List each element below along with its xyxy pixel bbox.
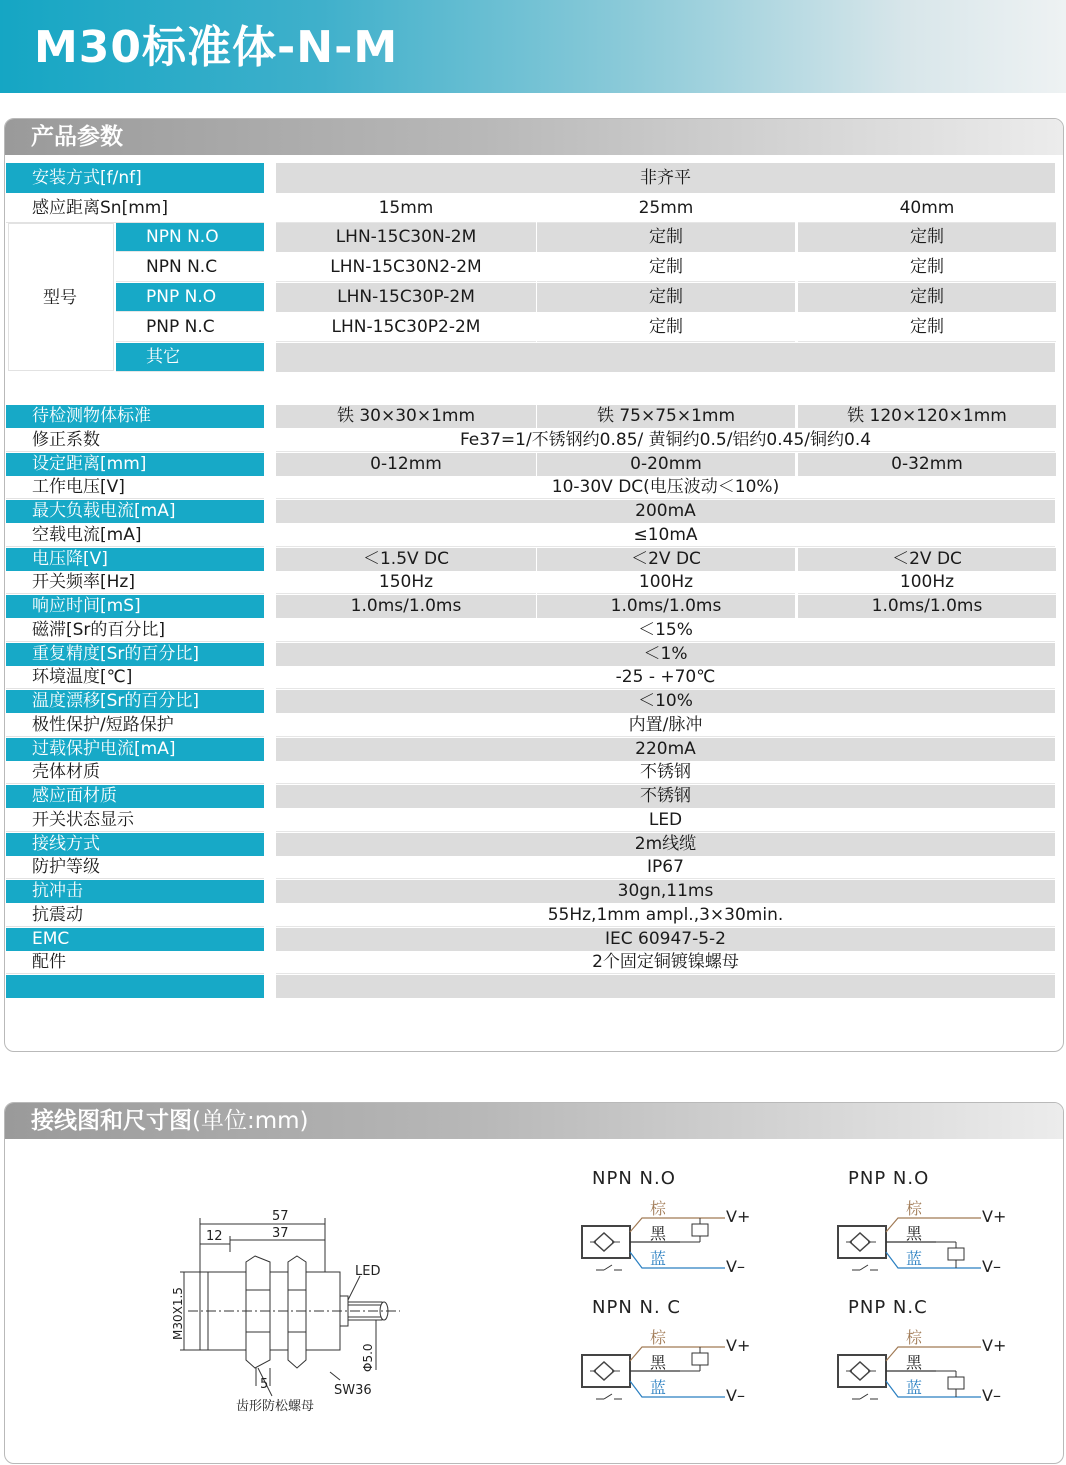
spec-value: 内置/脉冲: [276, 714, 1055, 737]
spec-label: 空载电流[mA]: [6, 524, 264, 547]
spec-label: 接线方式: [6, 833, 264, 856]
blue-wire-label: 蓝: [650, 1249, 667, 1268]
spec-value: 100Hz: [798, 571, 1056, 594]
sense-value: 25mm: [537, 194, 795, 223]
row-spec: [6, 453, 1056, 476]
spec-label: 重复精度[Sr的百分比]: [6, 643, 264, 666]
model-type: NPN N.C: [116, 253, 264, 282]
spec-value: 铁 30×30×1mm: [276, 405, 536, 428]
model-value: 定制: [798, 313, 1056, 342]
vplus-label: V+: [726, 1207, 751, 1226]
row-spec: [6, 524, 1056, 547]
spec-label: 环境温度[℃]: [6, 666, 264, 689]
row-spec: [6, 880, 1056, 903]
dim-cable: Φ5.0: [361, 1343, 375, 1372]
spec-label: 极性保护/短路保护: [6, 714, 264, 737]
spec-label: 开关频率[Hz]: [6, 571, 264, 594]
vminus-label: V–: [726, 1386, 745, 1405]
spec-value: 200mA: [276, 500, 1055, 523]
dim-wrench: SW36: [334, 1383, 372, 1398]
row-spec: [6, 571, 1056, 594]
row-spec: [6, 975, 1056, 998]
row-spec: [6, 833, 1056, 856]
row-spec: [6, 928, 1056, 951]
spec-value: 1.0ms/1.0ms: [276, 595, 536, 618]
spec-value: [276, 975, 1055, 998]
wiring-diagram: [836, 1196, 1026, 1291]
spec-value: 150Hz: [276, 571, 536, 594]
model-value: LHN-15C30P-2M: [276, 283, 536, 312]
mount-label: 安装方式[f/nf]: [6, 163, 264, 193]
row-spec: [6, 429, 1056, 452]
row-model: [6, 283, 1056, 312]
spec-value: LED: [276, 809, 1055, 832]
spec-value: 不锈钢: [276, 785, 1055, 808]
row-spec: [6, 714, 1056, 737]
row-spec: [6, 666, 1056, 689]
spec-value: 1.0ms/1.0ms: [798, 595, 1056, 618]
spec-value: 0-12mm: [276, 453, 536, 476]
model-empty: [276, 343, 1055, 372]
dim-nut-width: 5: [260, 1377, 269, 1392]
black-wire-label: 黑: [650, 1353, 667, 1372]
model-value: 定制: [798, 283, 1056, 312]
row-spec: [6, 904, 1056, 927]
spec-label: 壳体材质: [6, 761, 264, 784]
mount-value: 非齐平: [276, 163, 1055, 193]
spec-value: IP67: [276, 856, 1055, 879]
spec-value: ＜2V DC: [798, 548, 1056, 571]
vplus-label: V+: [726, 1336, 751, 1355]
spec-value: ＜1%: [276, 643, 1055, 666]
spec-value: -25 - +70℃: [276, 666, 1055, 689]
model-value: 定制: [798, 253, 1056, 282]
row-spec: [6, 595, 1056, 618]
spec-label: 响应时间[mS]: [6, 595, 264, 618]
spec-value: 10-30V DC(电压波动＜10%): [276, 476, 1055, 499]
black-wire-label: 黑: [650, 1224, 667, 1243]
vplus-label: V+: [982, 1336, 1007, 1355]
spec-label: 开关状态显示: [6, 809, 264, 832]
spec-label: 抗震动: [6, 904, 264, 927]
blue-wire-label: 蓝: [650, 1378, 667, 1397]
model-value: 定制: [537, 283, 795, 312]
spec-value: 0-32mm: [798, 453, 1056, 476]
dim-thread-length: 37: [272, 1226, 289, 1241]
spec-value: ＜15%: [276, 619, 1055, 642]
wiring-title: PNP N.O: [848, 1168, 930, 1189]
row-spec: [6, 809, 1056, 832]
spec-value: 0-20mm: [537, 453, 795, 476]
wiring-diagram: [836, 1325, 1026, 1420]
row-sense: [6, 194, 1056, 223]
model-value: 定制: [537, 253, 795, 282]
model-value: LHN-15C30P2-2M: [276, 313, 536, 342]
spec-label: 设定距离[mm]: [6, 453, 264, 476]
spec-label: 待检测物体标准: [6, 405, 264, 428]
row-model: [6, 253, 1056, 282]
wiring-heading-unit: (单位:mm): [192, 1108, 309, 1134]
spec-label: 电压降[V]: [6, 548, 264, 571]
brown-wire-label: 棕: [906, 1328, 923, 1347]
model-value: 定制: [537, 223, 795, 252]
spec-value: 55Hz,1mm ampl.,3×30min.: [276, 904, 1055, 927]
spec-value: 铁 75×75×1mm: [537, 405, 795, 428]
wiring-title: PNP N.C: [848, 1297, 928, 1318]
row-model: [6, 343, 1056, 372]
wiring-heading-text: 接线图和尺寸图: [31, 1108, 192, 1134]
model-value: LHN-15C30N2-2M: [276, 253, 536, 282]
wiring-diagram: [580, 1325, 770, 1420]
spec-label: 配件: [6, 951, 264, 974]
model-label: 型号: [8, 223, 114, 371]
vplus-label: V+: [982, 1207, 1007, 1226]
row-spec: [6, 476, 1056, 499]
vminus-label: V–: [982, 1257, 1001, 1276]
spec-value: 铁 120×120×1mm: [798, 405, 1056, 428]
row-mount: [6, 163, 1056, 193]
spec-label: 防护等级: [6, 856, 264, 879]
model-type: PNP N.O: [116, 283, 264, 312]
row-spec: [6, 738, 1056, 761]
black-wire-label: 黑: [906, 1224, 923, 1243]
spec-value: ＜10%: [276, 690, 1055, 713]
spec-label: 最大负载电流[mA]: [6, 500, 264, 523]
wiring-title: NPN N.O: [592, 1168, 676, 1189]
vminus-label: V–: [726, 1257, 745, 1276]
spec-value: 2m线缆: [276, 833, 1055, 856]
blue-wire-label: 蓝: [906, 1378, 923, 1397]
row-model: [6, 223, 1056, 252]
params-heading: 产品参数: [5, 119, 1063, 155]
spec-label: [6, 975, 264, 998]
sense-value: 40mm: [798, 194, 1056, 223]
model-value: 定制: [537, 313, 795, 342]
blue-wire-label: 蓝: [906, 1249, 923, 1268]
row-spec: [6, 690, 1056, 713]
spec-label: 工作电压[V]: [6, 476, 264, 499]
brown-wire-label: 棕: [906, 1199, 923, 1218]
row-spec: [6, 619, 1056, 642]
row-spec: [6, 761, 1056, 784]
title-banner: [0, 0, 1066, 93]
sense-value: 15mm: [276, 194, 536, 223]
spec-value: Fe37=1/不锈钢约0.85/ 黄铜约0.5/铝约0.45/铜约0.4: [276, 429, 1055, 452]
row-spec: [6, 951, 1056, 974]
spec-label: 温度漂移[Sr的百分比]: [6, 690, 264, 713]
spec-label: 修正系数: [6, 429, 264, 452]
model-type: NPN N.O: [116, 223, 264, 252]
dim-front: 12: [206, 1229, 223, 1244]
row-spec: [6, 405, 1056, 428]
spec-value: 不锈钢: [276, 761, 1055, 784]
spec-value: ≤10mA: [276, 524, 1055, 547]
spec-label: 过载保护电流[mA]: [6, 738, 264, 761]
row-spec: [6, 643, 1056, 666]
spec-value: 100Hz: [537, 571, 795, 594]
wiring-title: NPN N. C: [592, 1297, 681, 1318]
dim-nut-label: 齿形防松螺母: [236, 1399, 315, 1414]
spec-label: EMC: [6, 928, 264, 951]
spec-value: 30gn,11ms: [276, 880, 1055, 903]
model-type: PNP N.C: [116, 313, 264, 342]
dimension-drawing: [160, 1200, 410, 1425]
page-title: M30标准体-N-M: [34, 22, 399, 73]
spec-value: 2个固定铜镀镍螺母: [276, 951, 1055, 974]
dim-led: LED: [355, 1264, 381, 1279]
sense-label: 感应距离Sn[mm]: [6, 194, 264, 223]
spec-value: IEC 60947-5-2: [276, 928, 1055, 951]
row-spec: [6, 500, 1056, 523]
spec-value: 220mA: [276, 738, 1055, 761]
row-spec: [6, 548, 1056, 571]
row-spec: [6, 785, 1056, 808]
brown-wire-label: 棕: [650, 1199, 667, 1218]
vminus-label: V–: [982, 1386, 1001, 1405]
brown-wire-label: 棕: [650, 1328, 667, 1347]
model-value: LHN-15C30N-2M: [276, 223, 536, 252]
model-value: 定制: [798, 223, 1056, 252]
row-model: [6, 313, 1056, 342]
spec-label: 感应面材质: [6, 785, 264, 808]
dim-total: 57: [272, 1209, 289, 1224]
spec-label: 磁滞[Sr的百分比]: [6, 619, 264, 642]
wiring-heading: [5, 1103, 1063, 1139]
black-wire-label: 黑: [906, 1353, 923, 1372]
model-type: 其它: [116, 343, 264, 372]
dim-thread: M30X1.5: [171, 1287, 185, 1340]
wiring-diagram: [580, 1196, 770, 1291]
spec-value: ＜1.5V DC: [276, 548, 536, 571]
spec-label: 抗冲击: [6, 880, 264, 903]
spec-value: ＜2V DC: [537, 548, 795, 571]
row-spec: [6, 856, 1056, 879]
spec-value: 1.0ms/1.0ms: [537, 595, 795, 618]
